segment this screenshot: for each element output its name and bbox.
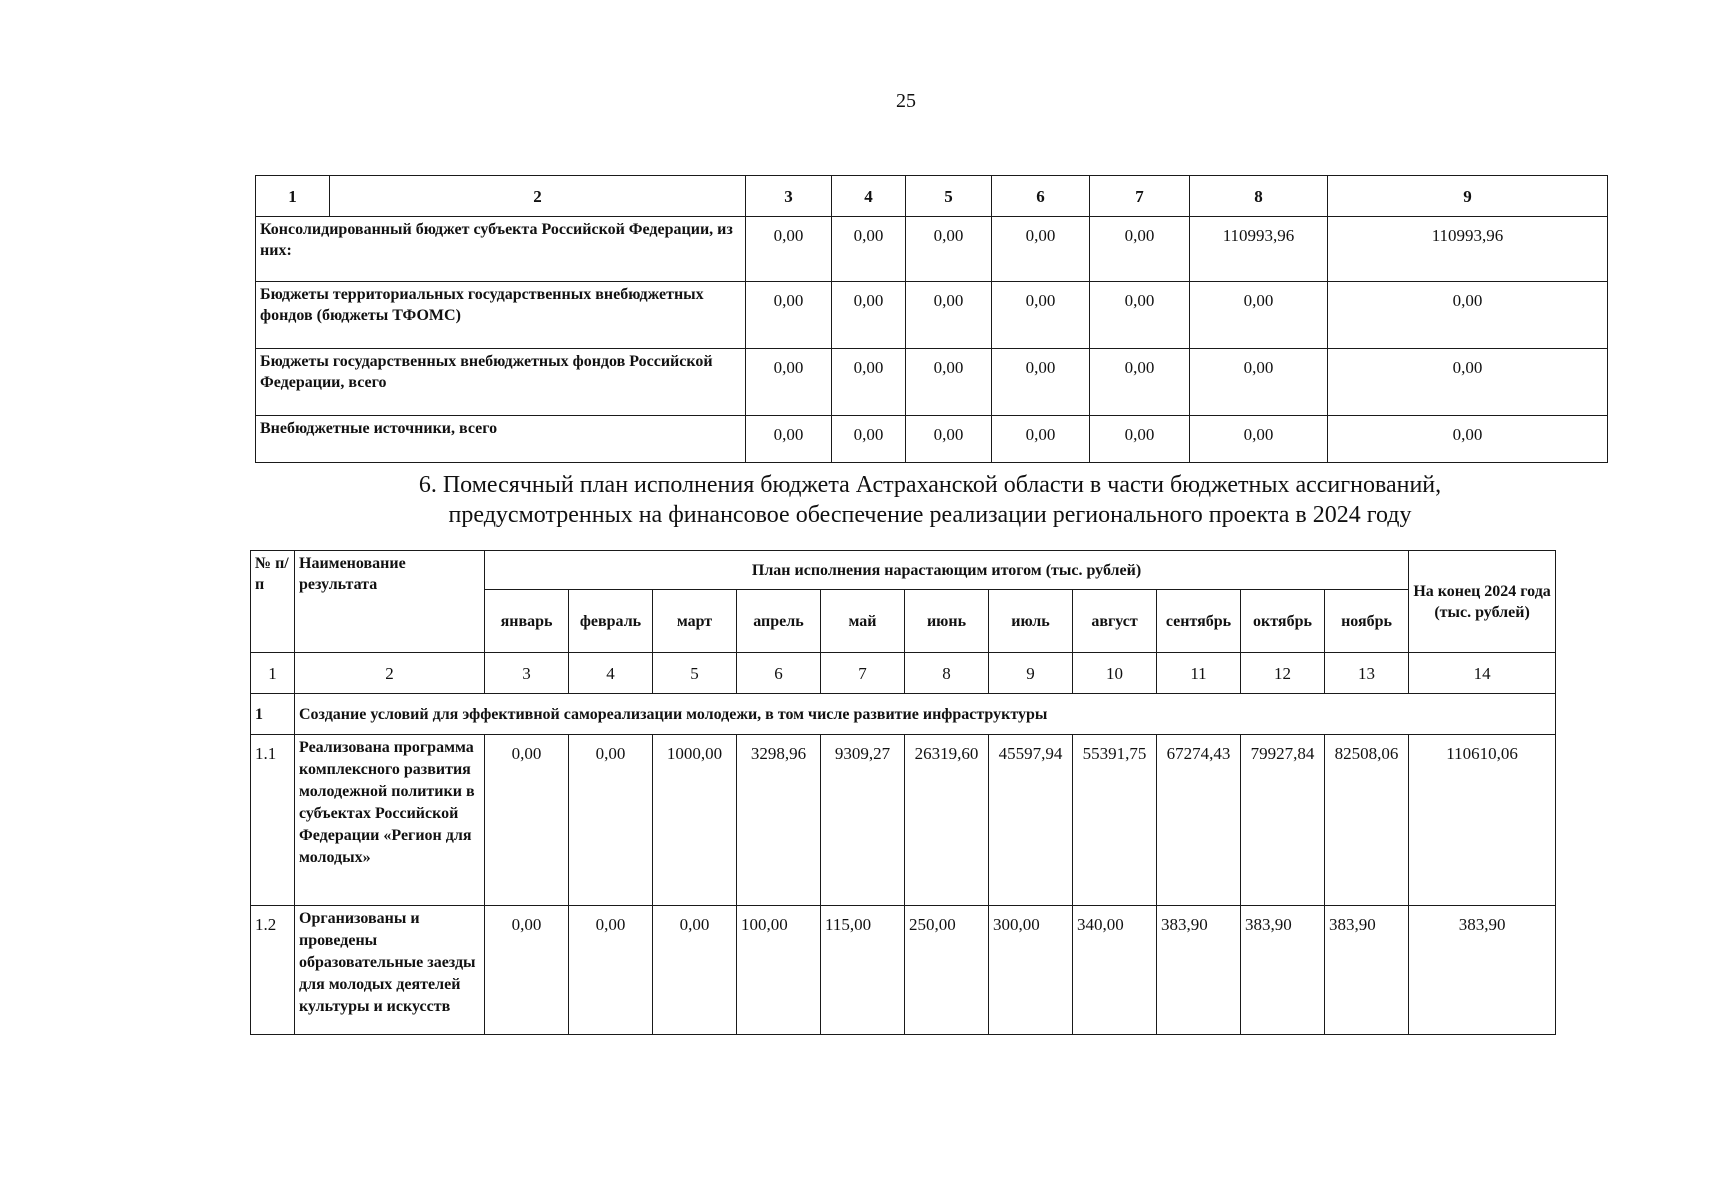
cell-value: 0,00 bbox=[906, 282, 992, 349]
cell-value: 45597,94 bbox=[989, 735, 1073, 906]
cell-value: 0,00 bbox=[1190, 416, 1328, 463]
col-total-header: На конец 2024 года (тыс. рублей) bbox=[1409, 551, 1556, 653]
col-number: 4 bbox=[569, 653, 653, 694]
section-title-line: предусмотренных на финансовое обеспечение реализации регионального проекта в 2024 году bbox=[448, 502, 1412, 528]
table-row bbox=[251, 906, 1556, 1035]
col-number: 14 bbox=[1409, 653, 1556, 694]
budget-sources-table bbox=[255, 175, 1608, 463]
table-row bbox=[256, 416, 1608, 463]
cell-value: 0,00 bbox=[1090, 416, 1190, 463]
month-header: июль bbox=[989, 590, 1073, 653]
cell-value: 0,00 bbox=[992, 282, 1090, 349]
cell-value: 79927,84 bbox=[1241, 735, 1325, 906]
plan-table-header-row bbox=[251, 551, 1556, 590]
month-header: июнь bbox=[905, 590, 989, 653]
cell-value: 0,00 bbox=[1190, 282, 1328, 349]
cell-value: 0,00 bbox=[1328, 282, 1608, 349]
cell-value: 0,00 bbox=[1090, 282, 1190, 349]
col-number: 12 bbox=[1241, 653, 1325, 694]
month-header: январь bbox=[485, 590, 569, 653]
col-number: 10 bbox=[1073, 653, 1157, 694]
col-number: 7 bbox=[1090, 176, 1190, 217]
col-number: 1 bbox=[251, 653, 295, 694]
cell-value: 0,00 bbox=[1190, 349, 1328, 416]
month-header: октябрь bbox=[1241, 590, 1325, 653]
cell-value: 383,90 bbox=[1241, 906, 1325, 1035]
cell-value: 0,00 bbox=[1090, 217, 1190, 282]
cell-value: 0,00 bbox=[653, 906, 737, 1035]
result-name: Реализована программа комплексного развития молодежной политики в субъектах Российской Федерации «Регион для молодых» bbox=[295, 735, 485, 906]
cell-value: 26319,60 bbox=[905, 735, 989, 906]
col-number: 7 bbox=[821, 653, 905, 694]
cell-value: 340,00 bbox=[1073, 906, 1157, 1035]
month-header: сентябрь bbox=[1157, 590, 1241, 653]
table-row bbox=[256, 349, 1608, 416]
cell-value: 0,00 bbox=[485, 735, 569, 906]
table-row bbox=[256, 282, 1608, 349]
cell-value: 110993,96 bbox=[1190, 217, 1328, 282]
col-number: 6 bbox=[992, 176, 1090, 217]
cell-value: 1000,00 bbox=[653, 735, 737, 906]
cell-value: 0,00 bbox=[832, 217, 906, 282]
cell-value: 0,00 bbox=[992, 349, 1090, 416]
row-index: 1.1 bbox=[251, 735, 295, 906]
cell-value: 383,90 bbox=[1325, 906, 1409, 1035]
month-header: май bbox=[821, 590, 905, 653]
section-title bbox=[340, 470, 1520, 530]
cell-value: 0,00 bbox=[906, 349, 992, 416]
cell-value: 100,00 bbox=[737, 906, 821, 1035]
cell-total: 383,90 bbox=[1409, 906, 1556, 1035]
cell-value: 67274,43 bbox=[1157, 735, 1241, 906]
cell-value: 0,00 bbox=[569, 735, 653, 906]
col-number: 13 bbox=[1325, 653, 1409, 694]
result-name: Организованы и проведены образовательные заезды для молодых деятелей культуры и искусств bbox=[295, 906, 485, 1035]
plan-column-numbers-row bbox=[251, 653, 1556, 694]
cell-total: 110610,06 bbox=[1409, 735, 1556, 906]
row-label: Внебюджетные источники, всего bbox=[256, 416, 746, 463]
cell-value: 0,00 bbox=[746, 282, 832, 349]
col-number: 3 bbox=[746, 176, 832, 217]
cell-value: 0,00 bbox=[746, 416, 832, 463]
section-label: Создание условий для эффективной самореализации молодежи, в том числе развитие инфраструктуры bbox=[295, 694, 1556, 735]
section-row bbox=[251, 694, 1556, 735]
col-number: 8 bbox=[1190, 176, 1328, 217]
col-number: 2 bbox=[295, 653, 485, 694]
col-num-header: № п/п bbox=[251, 551, 295, 653]
cell-value: 9309,27 bbox=[821, 735, 905, 906]
cell-value: 0,00 bbox=[832, 282, 906, 349]
cell-value: 250,00 bbox=[905, 906, 989, 1035]
cell-value: 0,00 bbox=[992, 217, 1090, 282]
cell-value: 0,00 bbox=[746, 217, 832, 282]
cell-value: 3298,96 bbox=[737, 735, 821, 906]
col-number: 8 bbox=[905, 653, 989, 694]
monthly-plan-table bbox=[250, 550, 1556, 1035]
budget-table-header-row bbox=[256, 176, 1608, 217]
col-number: 9 bbox=[989, 653, 1073, 694]
cell-value: 115,00 bbox=[821, 906, 905, 1035]
row-label: Консолидированный бюджет субъекта Российской Федерации, из них: bbox=[256, 217, 746, 282]
cell-value: 0,00 bbox=[569, 906, 653, 1035]
cell-value: 110993,96 bbox=[1328, 217, 1608, 282]
month-header: апрель bbox=[737, 590, 821, 653]
cell-value: 0,00 bbox=[906, 416, 992, 463]
cell-value: 82508,06 bbox=[1325, 735, 1409, 906]
col-number: 6 bbox=[737, 653, 821, 694]
col-number: 3 bbox=[485, 653, 569, 694]
month-header: февраль bbox=[569, 590, 653, 653]
col-number: 1 bbox=[256, 176, 330, 217]
plan-group-header: План исполнения нарастающим итогом (тыс. рублей) bbox=[485, 551, 1409, 590]
cell-value: 0,00 bbox=[832, 349, 906, 416]
month-header: март bbox=[653, 590, 737, 653]
section-title-line: 6. Помесячный план исполнения бюджета Астраханской области в части бюджетных ассигнований, bbox=[418, 472, 1442, 498]
cell-value: 0,00 bbox=[485, 906, 569, 1035]
table-row bbox=[256, 217, 1608, 282]
col-number: 2 bbox=[330, 176, 746, 217]
cell-value: 0,00 bbox=[992, 416, 1090, 463]
row-label: Бюджеты территориальных государственных внебюджетных фондов (бюджеты ТФОМС) bbox=[256, 282, 746, 349]
cell-value: 0,00 bbox=[906, 217, 992, 282]
cell-value: 0,00 bbox=[1328, 416, 1608, 463]
cell-value: 0,00 bbox=[746, 349, 832, 416]
cell-value: 0,00 bbox=[1328, 349, 1608, 416]
col-number: 4 bbox=[832, 176, 906, 217]
row-index: 1.2 bbox=[251, 906, 295, 1035]
row-label: Бюджеты государственных внебюджетных фондов Российской Федерации, всего bbox=[256, 349, 746, 416]
col-number: 9 bbox=[1328, 176, 1608, 217]
col-name-header: Наименование результата bbox=[295, 551, 485, 653]
cell-value: 383,90 bbox=[1157, 906, 1241, 1035]
col-number: 5 bbox=[653, 653, 737, 694]
cell-value: 0,00 bbox=[1090, 349, 1190, 416]
col-number: 11 bbox=[1157, 653, 1241, 694]
col-number: 5 bbox=[906, 176, 992, 217]
page-number: 25 bbox=[896, 90, 916, 112]
table-row bbox=[251, 735, 1556, 906]
cell-value: 0,00 bbox=[832, 416, 906, 463]
cell-value: 55391,75 bbox=[1073, 735, 1157, 906]
cell-value: 300,00 bbox=[989, 906, 1073, 1035]
month-header: ноябрь bbox=[1325, 590, 1409, 653]
section-index: 1 bbox=[251, 694, 295, 735]
month-header: август bbox=[1073, 590, 1157, 653]
